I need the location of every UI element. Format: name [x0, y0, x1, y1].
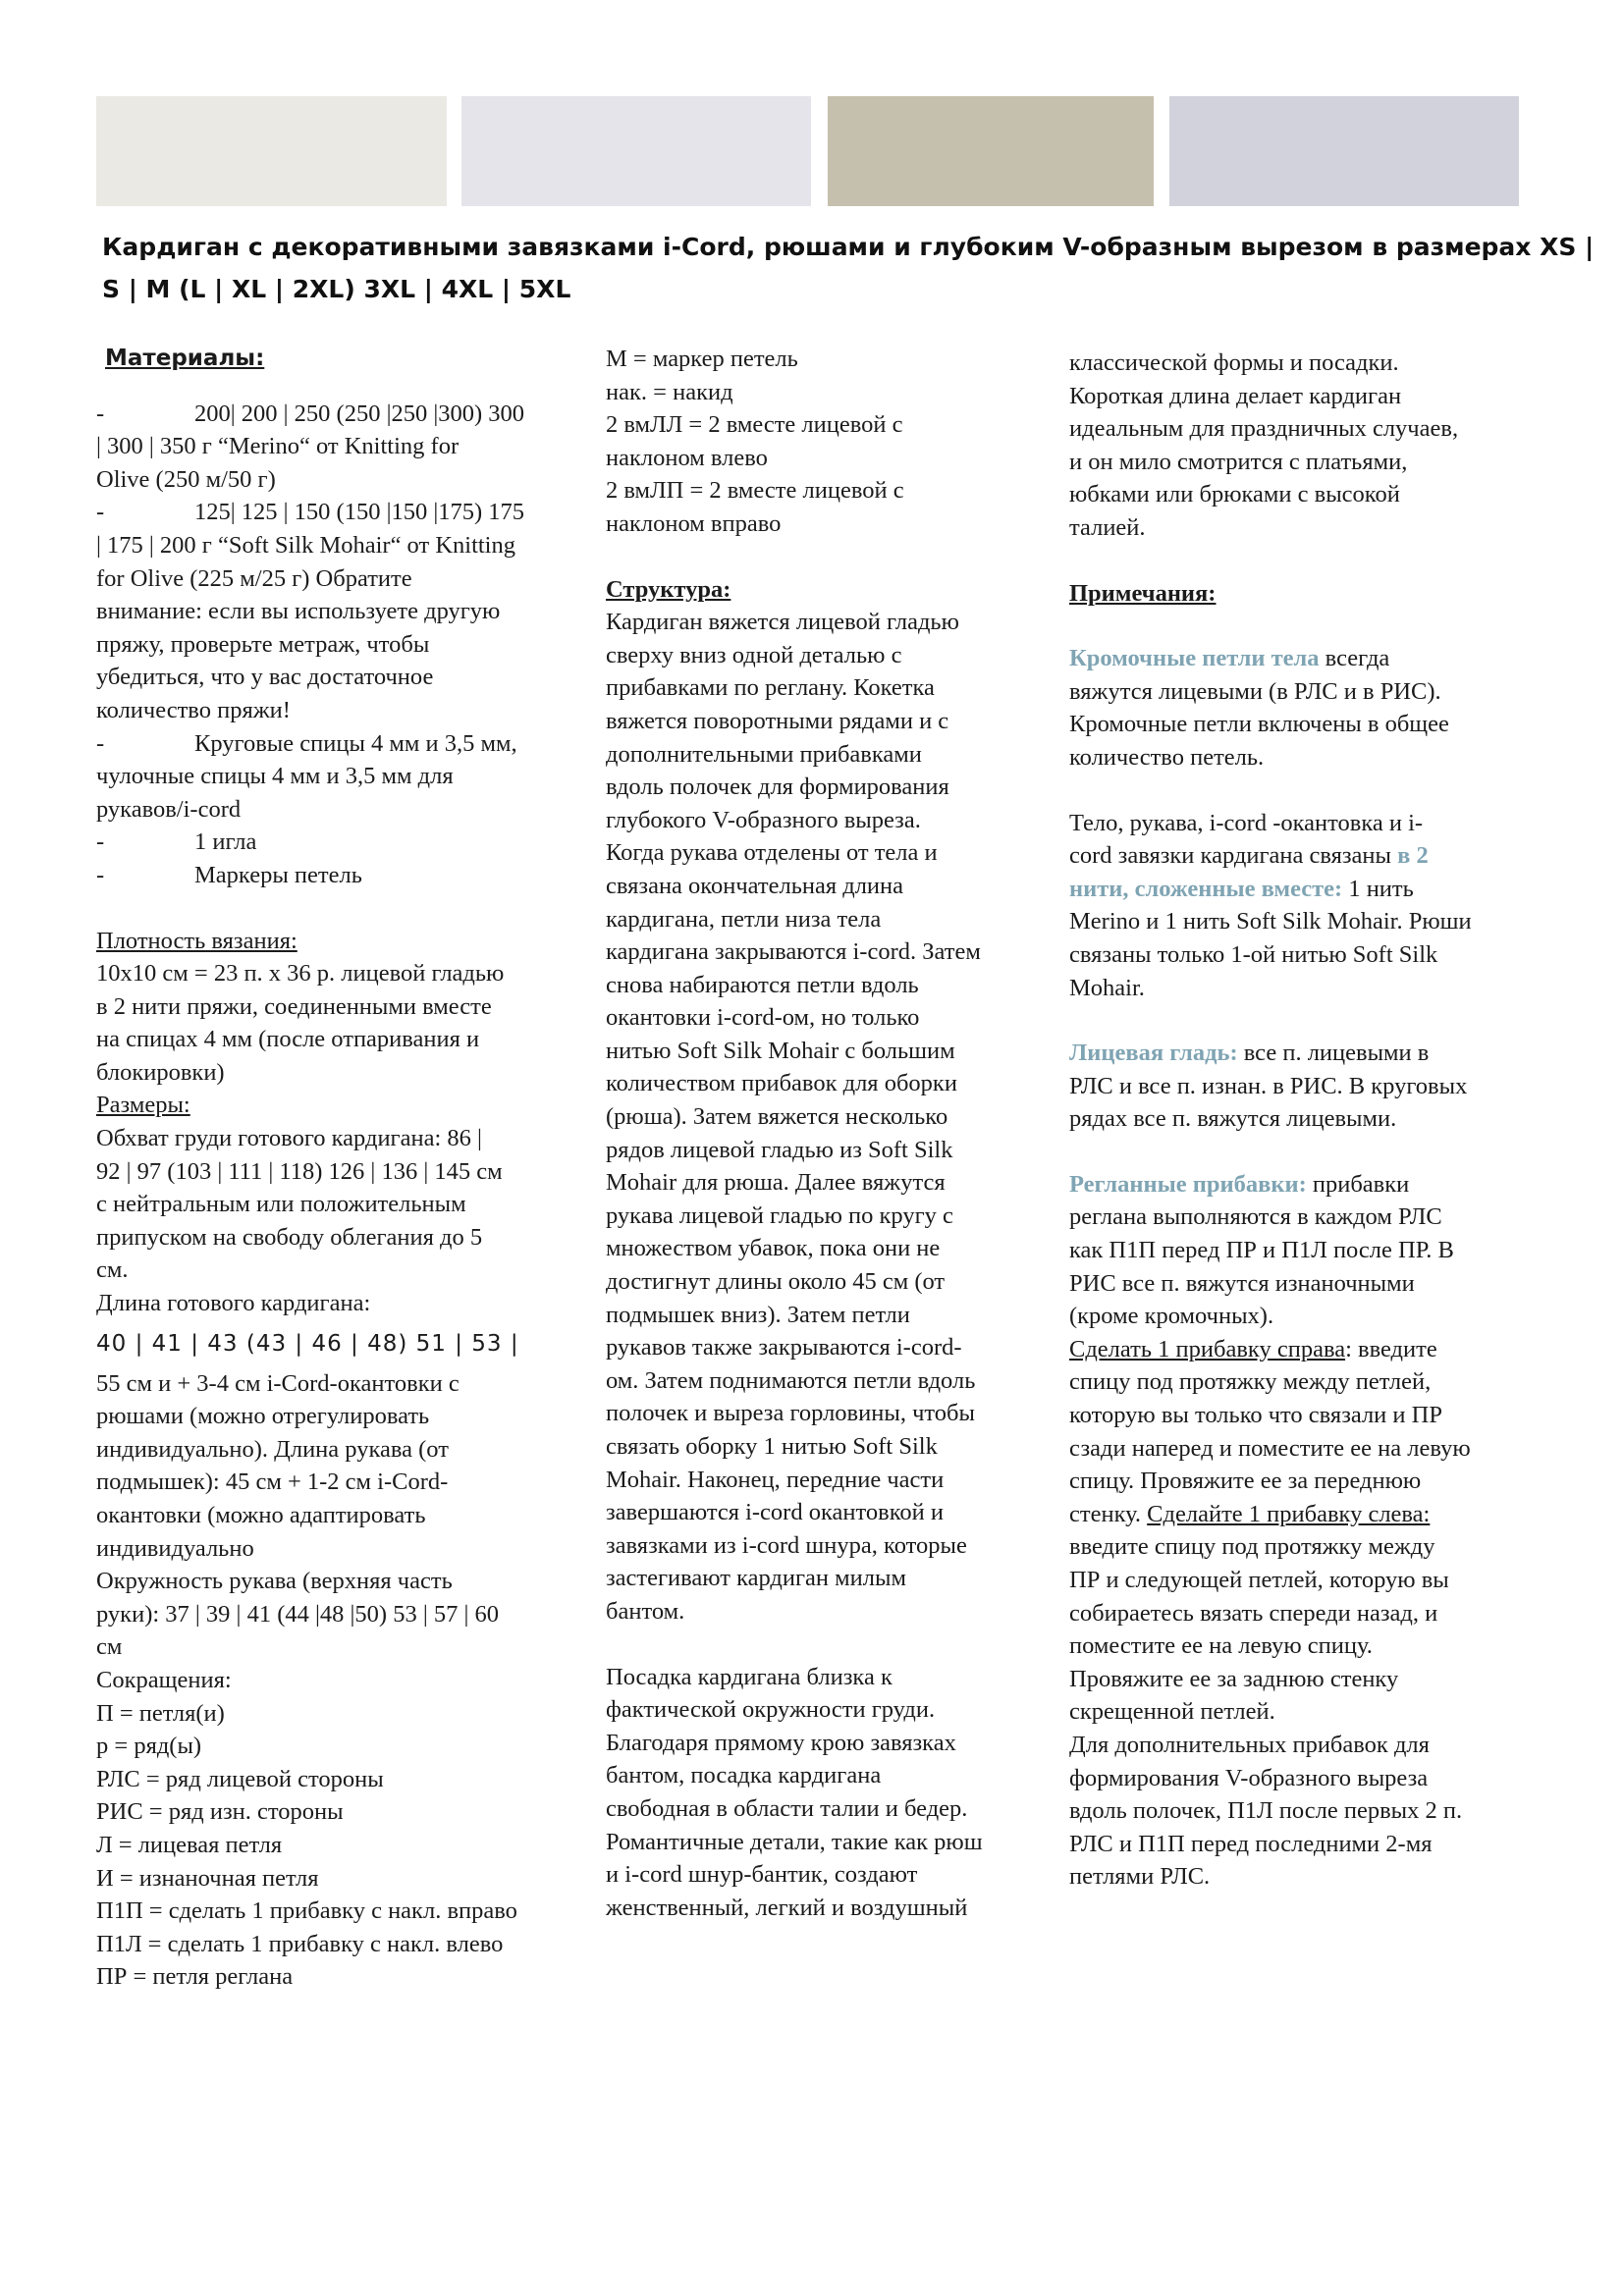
text-line: с нейтральным или положительным — [96, 1191, 466, 1218]
text-line: Mohair. — [1069, 974, 1145, 1001]
text-line: кардигана, петли низа тела — [606, 905, 882, 933]
abbreviation-item: П1Л = сделать 1 прибавку с накл. влево — [96, 1930, 504, 1957]
gauge-heading: Плотность вязания: — [96, 927, 298, 954]
text-line: Olive (250 м/50 г) — [96, 465, 276, 493]
text-line: сзади наперед и поместите ее на левую — [1069, 1434, 1471, 1462]
text-line: рядов лицевой гладью из Soft Silk — [606, 1136, 953, 1163]
text-line: см — [96, 1633, 123, 1661]
color-swatch-1 — [96, 96, 447, 206]
abbreviation-item: 2 вмЛЛ = 2 вместе лицевой с — [606, 411, 903, 439]
text-line: сверху вниз одной деталью с — [606, 641, 902, 668]
text-line: РЛС и все п. изнан. в РИС. В круговых — [1069, 1072, 1468, 1099]
text-line: | 175 | 200 г “Soft Silk Mohair“ от Knitting — [96, 531, 515, 559]
text-line: множеством убавок, пока они не — [606, 1235, 941, 1262]
text-line: ПР и следующей петлей, которую вы — [1069, 1567, 1449, 1593]
text-line: завершаются i-cord окантовкой и — [606, 1499, 944, 1526]
text-line: свободная в области талии и бедер. — [606, 1794, 968, 1822]
text-span: стенку. — [1069, 1500, 1148, 1527]
abbreviations-heading: Сокращения: — [96, 1666, 232, 1693]
text-span: все п. лицевыми в — [1237, 1040, 1430, 1067]
fit-paragraph — [606, 1661, 1050, 1925]
text-line: и i-cord шнур-бантик, создают — [606, 1861, 918, 1889]
text-line: спицу под протяжку между петлей, — [1069, 1368, 1432, 1396]
text-line: 1 игла — [194, 828, 257, 856]
text-line: Окружность рукава (верхняя часть — [96, 1568, 453, 1595]
list-dash: - — [96, 400, 105, 427]
text-line: припуском на свободу облегания до 5 — [96, 1223, 483, 1251]
text-line: 10x10 см = 23 п. х 36 р. лицевой гладью — [96, 960, 505, 988]
text-line: рюшами (можно отрегулировать — [96, 1403, 430, 1430]
abbreviation-item: РЛС = ряд лицевой стороны — [96, 1765, 384, 1792]
text-line: (кроме кромочных). — [1069, 1303, 1274, 1330]
note-stockinette — [1069, 1037, 1531, 1136]
text-line: талией. — [1069, 513, 1146, 541]
material-item-markers — [96, 859, 579, 892]
text-line: Посадка кардигана близка к — [606, 1663, 893, 1690]
text-line: 125| 125 | 150 (150 |150 |175) 175 — [194, 499, 525, 526]
text-line: классической формы и посадки. — [1069, 349, 1399, 376]
list-dash: - — [96, 729, 105, 757]
text-line: Обхват груди готового кардигана: 86 | — [96, 1125, 482, 1152]
column-left — [96, 343, 579, 1994]
text-line: бантом. — [606, 1597, 685, 1625]
abbreviation-item: 2 вмЛП = 2 вместе лицевой с — [606, 477, 904, 505]
text-line: которую вы только что связали и ПР — [1069, 1402, 1442, 1429]
materials-heading: Материалы: — [105, 346, 265, 371]
text-span: всегда — [1319, 645, 1390, 672]
text-line: рукавов также закрываются i-cord- — [606, 1334, 962, 1362]
text-line: глубокого V-образного выреза. — [606, 806, 921, 833]
text-line: подмышек): 45 см + 1-2 см i-Cord- — [96, 1468, 449, 1496]
title-line-1: Кардиган с декоративными завязками i-Cord, рюшами и глубоким V-образным вырезом в размерах XS | — [102, 233, 1595, 261]
text-line: связать оборку 1 нитью Soft Silk — [606, 1433, 938, 1460]
note-raglan-increases — [1069, 1168, 1531, 1894]
column-middle — [606, 343, 1050, 1924]
text-line: поместите ее на левую спицу. — [1069, 1632, 1373, 1660]
text-line: окантовки (можно адаптировать — [96, 1502, 426, 1528]
text-line: 200| 200 | 250 (250 |250 |300) 300 — [194, 400, 525, 427]
material-item-needle — [96, 826, 579, 859]
text-line: снова набираются петли вдоль — [606, 971, 919, 998]
text-line: идеальным для праздничных случаев, — [1069, 415, 1459, 443]
make-right-increase-label: Сделать 1 прибавку справа — [1069, 1335, 1346, 1362]
text-line: Романтичные детали, такие как рюш — [606, 1828, 983, 1855]
text-line: Для дополнительных прибавок для — [1069, 1731, 1430, 1758]
text-line: скрещенной петлей. — [1069, 1698, 1275, 1726]
abbreviation-item: Л = лицевая петля — [96, 1831, 283, 1858]
text-line: вяжутся лицевыми (в РЛС и в РИС). — [1069, 677, 1441, 705]
text-line: количество петель. — [1069, 743, 1265, 771]
edge-stitches-label: Кромочные петли тела — [1069, 645, 1320, 672]
text-span: cord завязки кардигана связаны — [1069, 842, 1398, 870]
text-line: завязками из i-cord шнура, которые — [606, 1531, 967, 1559]
text-line: полочек и выреза горловины, чтобы — [606, 1400, 975, 1427]
abbreviation-item: наклоном влево — [606, 444, 768, 471]
abbreviation-item: ПР = петля реглана — [96, 1963, 294, 1991]
text-line: спицу. Провяжите ее за переднюю — [1069, 1468, 1422, 1495]
text-line: связана окончательная длина — [606, 872, 904, 899]
text-line: бантом, посадка кардигана — [606, 1762, 882, 1789]
column-right — [1069, 347, 1531, 1894]
text-line: убедиться, что у вас достаточное — [96, 664, 434, 691]
abbreviation-item: П1П = сделать 1 прибавку с накл. вправо — [96, 1897, 517, 1925]
text-line: юбками или брюками с высокой — [1069, 481, 1400, 508]
text-line: как П1П перед ПР и П1Л после ПР. В — [1069, 1237, 1454, 1264]
abbreviation-item: И = изнаночная петля — [96, 1864, 319, 1892]
length-sizes-line: 40 | 41 | 43 (43 | 46 | 48) 51 | 53 | — [96, 1330, 519, 1357]
text-line: Кромочные петли включены в общее — [1069, 711, 1449, 738]
structure-paragraph — [606, 606, 1050, 1628]
text-line: собираетесь вязать спереди назад, и — [1069, 1599, 1438, 1627]
text-line: внимание: если вы используете другую — [96, 598, 501, 625]
color-swatch-3 — [828, 96, 1154, 206]
text-line: пряжу, проверьте метраж, чтобы — [96, 630, 430, 658]
text-line: Длина готового кардигана: — [96, 1290, 371, 1317]
text-line: фактической окружности груди. — [606, 1696, 936, 1724]
fit-paragraph-continued — [1069, 347, 1531, 545]
text-line: связаны только 1-ой нитью Soft Silk — [1069, 940, 1438, 968]
text-line: Круговые спицы 4 мм и 3,5 мм, — [194, 729, 517, 757]
text-line: подмышек вниз). Затем петли — [606, 1301, 910, 1328]
text-line: РЛС и П1П перед последними 2-мя — [1069, 1830, 1433, 1857]
sizes-heading: Размеры: — [96, 1092, 190, 1119]
material-item-mohair — [96, 496, 579, 726]
make-left-increase-label: Сделайте 1 прибавку слева: — [1147, 1500, 1431, 1527]
text-line: в 2 нити пряжи, соединенными вместе — [96, 992, 492, 1020]
text-line: нитью Soft Silk Mohair с большим — [606, 1037, 955, 1064]
text-line: на спицах 4 мм (после отпаривания и — [96, 1026, 480, 1053]
text-line: Провяжите ее за заднюю стенку — [1069, 1665, 1399, 1692]
raglan-label: Регланные прибавки: — [1069, 1170, 1307, 1198]
two-strands-label: в 2 — [1397, 842, 1429, 870]
text-line: 92 | 97 (103 | 111 | 118) 126 | 136 | 145 см — [96, 1157, 503, 1185]
text-line: for Olive (225 м/25 г) Обратите — [96, 564, 412, 592]
text-line: женственный, легкий и воздушный — [606, 1894, 968, 1921]
list-dash: - — [96, 499, 105, 526]
stockinette-label: Лицевая гладь: — [1069, 1040, 1238, 1067]
text-line: см. — [96, 1256, 129, 1284]
text-line: Когда рукава отделены от тела и — [606, 839, 938, 867]
text-line: | 300 | 350 г “Merino“ от Knitting for — [96, 433, 460, 460]
text-span: 1 нить — [1342, 875, 1414, 902]
text-span: : введите — [1345, 1335, 1437, 1362]
text-line: Тело, рукава, i-cord -окантовка и i- — [1069, 809, 1424, 836]
text-line: формирования V-образного выреза — [1069, 1764, 1429, 1791]
text-line: и он мило смотрится с платьями, — [1069, 448, 1408, 475]
text-line: количеством прибавок для оборки — [606, 1070, 957, 1097]
text-line: индивидуально). Длина рукава (от — [96, 1435, 449, 1463]
text-line: дополнительными прибавками — [606, 740, 922, 768]
text-line: (рюша). Затем вяжется несколько — [606, 1103, 948, 1131]
text-line: кардигана закрываются i-cord. Затем — [606, 938, 981, 966]
text-line: Mohair. Наконец, передние части — [606, 1466, 945, 1493]
abbreviation-item: M = маркер петель — [606, 346, 798, 372]
text-line: 55 см и + 3-4 см i-Cord-окантовки с — [96, 1369, 460, 1397]
text-line: Маркеры петель — [194, 861, 362, 888]
text-line: рядах все п. вяжутся лицевыми. — [1069, 1105, 1397, 1133]
structure-heading: Структура: — [606, 575, 731, 603]
list-dash: - — [96, 861, 105, 888]
text-line: Благодаря прямому крою завязках — [606, 1729, 956, 1756]
text-line: Merino и 1 нить Soft Silk Mohair. Рюши — [1069, 908, 1472, 935]
text-line: прибавками по реглану. Кокетка — [606, 674, 935, 702]
held-together-label: нити, сложенные вместе: — [1069, 875, 1343, 902]
material-item-needles — [96, 727, 579, 827]
text-line: Кардиган вяжется лицевой гладью — [606, 609, 959, 636]
text-line: блокировки) — [96, 1058, 225, 1086]
list-dash: - — [96, 828, 105, 856]
text-line: руки): 37 | 39 | 41 (44 |48 |50) 53 | 57 | 60 — [96, 1600, 500, 1628]
color-swatch-4 — [1169, 96, 1519, 206]
abbreviation-item: наклоном вправо — [606, 509, 782, 537]
text-line: вдоль полочек для формирования — [606, 774, 949, 801]
title-line-2: S | M (L | XL | 2XL) 3XL | 4XL | 5XL — [102, 275, 571, 303]
text-line: вдоль полочек, П1Л после первых 2 п. — [1069, 1797, 1463, 1825]
text-line: ом. Затем поднимаются петли вдоль — [606, 1366, 976, 1394]
text-line: чулочные спицы 4 мм и 3,5 мм для — [96, 763, 454, 790]
abbreviation-item: РИС = ряд изн. стороны — [96, 1798, 344, 1826]
notes-heading: Примечания: — [1069, 579, 1217, 607]
page-title — [102, 226, 1595, 310]
note-edge-stitches — [1069, 642, 1531, 774]
text-line: окантовки i-cord-ом, но только — [606, 1004, 920, 1032]
note-yarn-strands — [1069, 807, 1531, 1005]
text-span: прибавки — [1306, 1170, 1410, 1198]
abbreviation-item: П = петля(и) — [96, 1699, 225, 1727]
text-line: индивидуально — [96, 1534, 254, 1562]
text-line: достигнут длины около 45 см (от — [606, 1268, 946, 1296]
text-line: РИС все п. вяжутся изнаночными — [1069, 1269, 1415, 1297]
text-line: рукавов/i-cord — [96, 795, 242, 823]
text-line: рукава лицевой гладью по кругу с — [606, 1201, 953, 1229]
color-swatch-2 — [461, 96, 811, 206]
text-line: застегивают кардиган милым — [606, 1565, 906, 1592]
text-line: петлями РЛС. — [1069, 1863, 1211, 1891]
text-line: введите спицу под протяжку между — [1069, 1533, 1435, 1561]
text-line: количество пряжи! — [96, 696, 291, 723]
abbreviation-item: р = ряд(ы) — [96, 1733, 202, 1760]
material-item-merino — [96, 398, 579, 497]
text-line: реглана выполняются в каждом РЛС — [1069, 1203, 1442, 1231]
text-line: Mohair для рюша. Далее вяжутся — [606, 1169, 946, 1197]
text-line: вяжется поворотными рядами и с — [606, 707, 949, 734]
text-line: Короткая длина делает кардиган — [1069, 382, 1402, 409]
abbreviation-item: нак. = накид — [606, 378, 733, 405]
